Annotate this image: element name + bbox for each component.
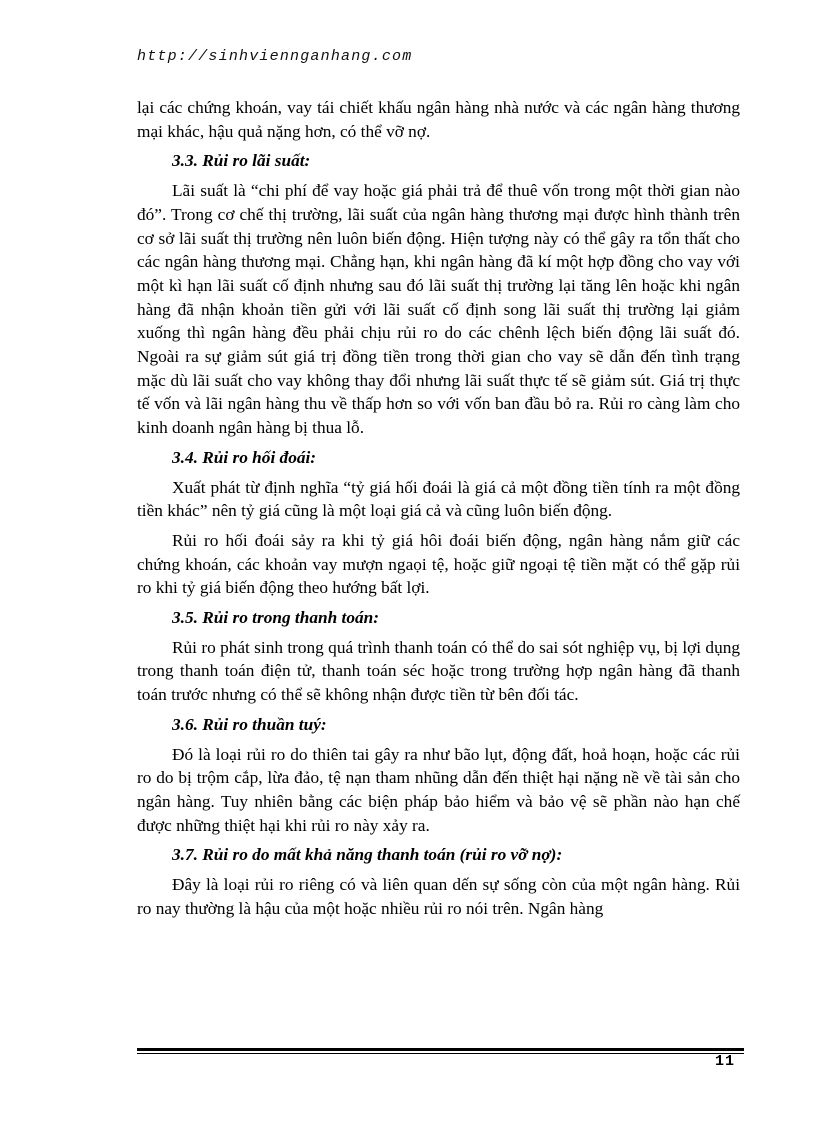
paragraph: Rủi ro hối đoái sảy ra khi tỷ giá hôi đoái biến động, ngân hàng nắm giữ các chứng khoán, các khoản vay mượn ngaọi tệ, hoặc giữ ngoại tệ tiền mặt có thể gặp rủi ro khi tỷ giá biến động theo hướng bất lợi.: [137, 530, 740, 598]
section-heading-3-6: 3.6. Rủi ro thuần tuý:: [172, 714, 327, 734]
section-heading-3-3: 3.3. Rủi ro lãi suất:: [172, 151, 311, 171]
paragraph: Đó là loại rủi ro do thiên tai gây ra như bão lụt, động đất, hoả hoạn, hoặc các rủi ro do bị trộm cắp, lừa đảo, tệ nạn tham nhũng dẫn đến thiệt hại nặng nề về tài sản cho ngân hàng. Tuy nhiên bằng các biện pháp bảo hiểm và bảo vệ sẽ phần nào hạn chế được những thiệt hại khi rủi ro này xảy ra.: [137, 744, 740, 835]
paragraph: Rủi ro phát sinh trong quá trình thanh toán có thể do sai sót nghiệp vụ, bị lợi dụng trong thanh toán điện tử, thanh toán séc hoặc trong trường hợp ngân hàng đã thanh toán trước nhưng có thể sẽ không nhận được tiền từ bên đối tác.: [137, 637, 740, 705]
section-heading-3-4: 3.4. Rủi ro hối đoái:: [172, 447, 317, 467]
page-number: 11: [714, 1053, 735, 1070]
paragraph: lại các chứng khoán, vay tái chiết khấu ngân hàng nhà nước và các ngân hàng thương mại khác, hậu quả nặng hơn, có thể vỡ nợ.: [137, 98, 740, 141]
footer-rule: [137, 1048, 744, 1051]
paragraph: Xuất phát từ định nghĩa “tỷ giá hối đoái là giá cả một đồng tiền tính ra một đồng tiền khác” nên tỷ giá cũng là một loại giá cả và cũng luôn biến động.: [137, 477, 740, 521]
section-heading-3-7: 3.7. Rủi ro do mất khả năng thanh toán (rủi ro vỡ nợ):: [172, 845, 563, 865]
header-url: http://sinhviennganhang.com: [137, 48, 413, 65]
section-heading-3-5: 3.5. Rủi ro trong thanh toán:: [172, 608, 379, 628]
document-body: [137, 96, 740, 927]
paragraph: Đây là loại rủi ro riêng có và liên quan dến sự sống còn của một ngân hàng. Rủi ro nay thường là hậu của một hoặc nhiều rủi ro nói trên. Ngân hàng: [137, 875, 740, 918]
footer-rule-thin: [137, 1053, 744, 1054]
paragraph: Lãi suất là “chi phí để vay hoặc giá phải trả để thuê vốn trong một thời gian nào đó”. Trong cơ chế thị trường, lãi suất của ngân hàng thương mại được hình thành trên cơ sở lãi suất thị trường nên luôn biến động. Hiện tượng này có thể gây ra tổn thất cho các ngân hàng thương mại. Chẳng hạn, khi ngân hàng đã kí một hợp đồng cho vay với một kì hạn lãi suất cố định nhưng sau đó lãi suất thị trường lại tăng lên hoặc khi ngân hàng đã nhận khoản tiền gửi với lãi suất cố định song lãi suất thị trường lại giảm xuống thì ngân hàng đều phải chịu rủi ro do các chênh lệch biến động lãi suất đó. Ngoài ra sự giảm sút giá trị đồng tiền trong thời gian cho vay sẽ dẫn đến tình trạng mặc dù lãi suất cho vay không thay đổi nhưng lãi suất thực tế sẽ giảm sút. Giá trị thực tế vốn và lãi ngân hàng thu về thấp hơn so với vốn ban đầu bỏ ra. Rủi ro càng làm cho kinh doanh ngân hàng bị thua lỗ.: [137, 181, 740, 438]
